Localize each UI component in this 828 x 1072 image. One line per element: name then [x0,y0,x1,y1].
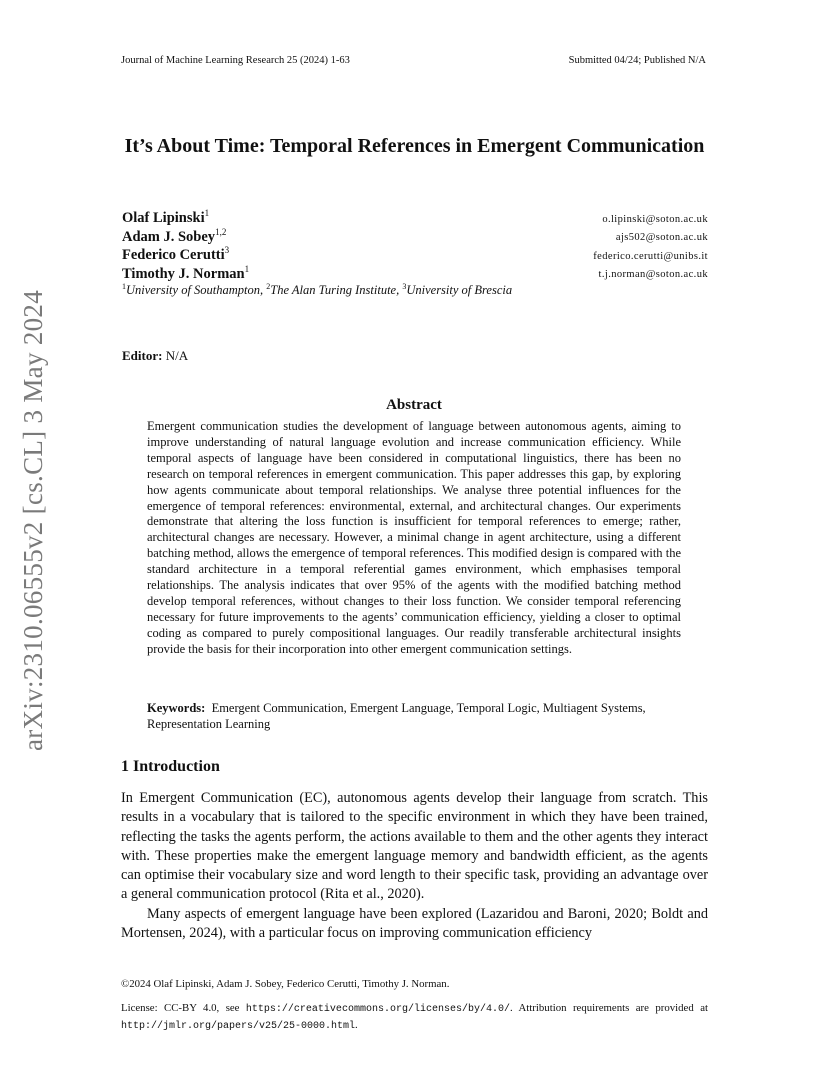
abstract-body: Emergent communication studies the development of language between autonomous agents, aiming to improve understanding of natural language evolution and increase communication efficiency. While temporal aspects of language have been considered in computational linguistics, there has been no research on temporal references in emergent communication. This paper addresses this gap, by exploring how agents communicate about temporal relationships. We analyse three potential influences for the emergence of temporal references: environmental, external, and architectural changes. Our experiments demonstrate that altering the loss function is insufficient for temporal references to emerge; rather, architectural changes are necessary. However, a minimal change in agent architecture, using a different batching method, allows the emergence of temporal references. This modified design is compared with the standard architecture in a temporal referential games environment, which emphasises temporal relationships. The analysis indicates that over 95% of the agents with the modified batching method develop temporal references, without changes to their loss function. We consider temporal referencing necessary for future improvements to the agents’ communication efficiency, yielding a closer to optimal coding as compared to purely compositional languages. Our readily transferable architectural insights provide the basis for their incorporation into other emergent communication settings. [147,419,681,656]
keywords [147,700,681,732]
keywords-list: Emergent Communication, Emergent Language, Temporal Logic, Multiagent Systems, Representation Learning [147,701,646,731]
running-head-submitted: Submitted 04/24; Published N/A [568,55,706,66]
editor-line [122,348,188,364]
introduction-text [121,789,708,943]
author-email: ajs502@soton.ac.uk [615,232,708,244]
author-name: Adam J. Sobey$^{1,2}$ [122,226,227,245]
license-link[interactable]: https://creativecommons.org/licenses/by/4.0/ [245,1004,510,1015]
author-email: o.lipinski@soton.ac.uk [602,213,708,225]
arxiv-identifier: arXiv:2310.06555v2 [cs.CL] 3 May 2024 [18,289,49,751]
author-email: t.j.norman@soton.ac.uk [598,269,708,281]
author-row [122,227,708,246]
copyright-notice: ©2024 Olaf Lipinski, Adam J. Sobey, Federico Cerutti, Timothy J. Norman. [121,978,450,990]
editor-label: Editor: [122,348,163,363]
author-row [122,264,708,283]
author-name: Timothy J. Norman$^1$ [122,263,250,282]
editor-value: N/A [165,348,189,363]
paragraph: Many aspects of emergent language have been explored (Lazaridou and Baroni, 2020; Boldt and Mortensen, 2024), with a particular focus on improving communication efficiency [121,905,708,942]
arxiv-sidebar-stamp [8,290,60,750]
section-heading: 1 Introduction [121,758,220,775]
abstract-heading: Abstract [386,397,442,413]
paper-title: It’s About Time: Temporal References in Emergent Communication [124,135,705,157]
paragraph: In Emergent Communication (EC), autonomous agents develop their language from scratch. This results in a vocabulary that is tailored to the specific environment in which they have been trained, reflecting the tasks the agents perform, the actions available to them and the other agents they interact with. These properties make the emergent language memory and bandwidth efficient, as the agents can optimise their vocabulary size and word length to their specific task, providing an advantage over a general communication protocol (Rita et al., 2020). [121,790,708,903]
license-notice: License: CC-BY 4.0, see https://creativecommons.org/licenses/by/4.0/. Attribution requirements are provided at http://jmlr.org/papers/v25/25-0000.html. [121,1002,708,1032]
author-email: federico.cerutti@unibs.it [593,250,708,262]
author-block [122,208,708,298]
affiliations: $^1$University of Southampton, $^2$The Alan Turing Institute, $^3$University of Brescia [122,282,513,298]
author-row [122,208,708,227]
running-head-journal: Journal of Machine Learning Research 25 (2024) 1-63 [121,55,350,66]
author-name: Federico Cerutti$^3$ [122,245,230,263]
attribution-link[interactable]: http://jmlr.org/papers/v25/25-0000.html [121,1020,356,1032]
keywords-label: Keywords: [147,701,206,715]
author-name: Olaf Lipinski$^1$ [122,208,210,226]
author-row [122,245,708,264]
